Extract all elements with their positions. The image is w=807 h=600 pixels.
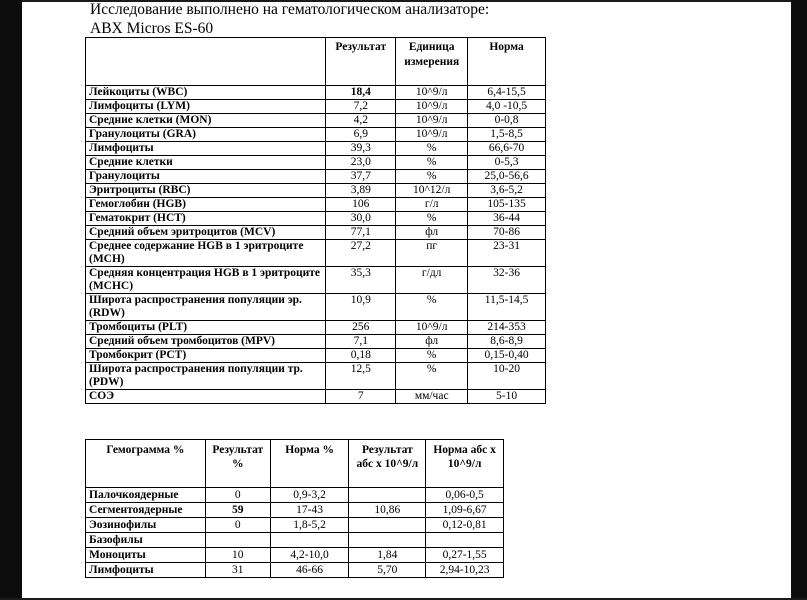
table-row <box>86 321 546 335</box>
table-row <box>86 240 546 267</box>
table-row <box>86 226 546 240</box>
table-row <box>86 294 546 321</box>
row-result-cell: 106 <box>326 198 396 212</box>
row-result-cell: 7,2 <box>326 100 396 114</box>
row-result-cell: 39,3 <box>326 142 396 156</box>
table-row <box>86 533 504 548</box>
row-result-cell: 3,89 <box>326 184 396 198</box>
header-cell-name: Гемограмма % <box>86 440 206 488</box>
row-result-cell: 37,7 <box>326 170 396 184</box>
row-norm-abs-cell: 1,09-6,67 <box>426 503 504 518</box>
row-result-cell: 30,0 <box>326 212 396 226</box>
table-row <box>86 128 546 142</box>
row-unit-cell: фл <box>396 335 468 349</box>
table-row <box>86 488 504 503</box>
header-cell-result-abs: Результат абс x 10^9/л <box>349 440 426 488</box>
row-result-cell: 35,3 <box>326 267 396 294</box>
row-unit-cell: % <box>396 212 468 226</box>
row-name-cell: Гранулоциты (GRA) <box>86 128 326 142</box>
row-name-cell: Лимфоциты <box>86 563 206 578</box>
row-norm-cell: 0,9-3,2 <box>270 488 349 503</box>
table-row <box>86 335 546 349</box>
row-result-cell <box>205 533 270 548</box>
row-norm-cell: 105-135 <box>468 198 546 212</box>
header-cell-norm: Норма <box>468 38 546 86</box>
row-unit-cell: 10^9/л <box>396 321 468 335</box>
row-result-cell: 256 <box>326 321 396 335</box>
table-row <box>86 184 546 198</box>
row-name-cell: Лейкоциты (WBC) <box>86 86 326 100</box>
row-name-cell: Тромбоциты (PLT) <box>86 321 326 335</box>
table-row <box>86 363 546 390</box>
row-result-cell: 31 <box>205 563 270 578</box>
table-row <box>86 267 546 294</box>
row-result-abs-cell <box>349 518 426 533</box>
table-row <box>86 100 546 114</box>
table-row <box>86 212 546 226</box>
header-cell-norm-abs: Норма абс x 10^9/л <box>426 440 504 488</box>
header-cell-name <box>86 38 326 86</box>
row-result-abs-cell: 1,84 <box>349 548 426 563</box>
row-name-cell: Гемоглобин (HGB) <box>86 198 326 212</box>
row-norm-cell <box>270 533 349 548</box>
row-result-cell: 12,5 <box>326 363 396 390</box>
row-norm-cell: 5-10 <box>468 390 546 404</box>
row-result-cell: 6,9 <box>326 128 396 142</box>
row-unit-cell: мм/час <box>396 390 468 404</box>
row-norm-cell: 23-31 <box>468 240 546 267</box>
row-name-cell: Средний объем эритроцитов (MCV) <box>86 226 326 240</box>
row-result-cell: 7 <box>326 390 396 404</box>
row-result-cell: 0 <box>205 518 270 533</box>
table-row <box>86 563 504 578</box>
row-name-cell: Средняя концентрация HGB в 1 эритроците (MCHC) <box>86 267 326 294</box>
row-norm-cell: 4,0 -10,5 <box>468 100 546 114</box>
row-norm-abs-cell <box>426 533 504 548</box>
row-unit-cell: 10^9/л <box>396 100 468 114</box>
row-name-cell: Палочкоядерные <box>86 488 206 503</box>
row-norm-cell: 25,0-56,6 <box>468 170 546 184</box>
row-norm-cell: 214-353 <box>468 321 546 335</box>
hemogram-table <box>85 439 504 578</box>
row-norm-cell: 10-20 <box>468 363 546 390</box>
hemogram-table-body <box>86 488 504 578</box>
row-result-cell: 0,18 <box>326 349 396 363</box>
row-norm-cell: 8,6-8,9 <box>468 335 546 349</box>
row-result-abs-cell <box>349 488 426 503</box>
row-unit-cell: % <box>396 349 468 363</box>
table-row <box>86 390 546 404</box>
row-result-abs-cell <box>349 533 426 548</box>
row-unit-cell: % <box>396 294 468 321</box>
row-name-cell: Эозинофилы <box>86 518 206 533</box>
row-unit-cell: % <box>396 156 468 170</box>
row-name-cell: Гранулоциты <box>86 170 326 184</box>
row-norm-cell: 0,15-0,40 <box>468 349 546 363</box>
row-norm-cell: 46-66 <box>270 563 349 578</box>
row-norm-cell: 6,4-15,5 <box>468 86 546 100</box>
header-cell-norm: Норма % <box>270 440 349 488</box>
row-norm-cell: 17-43 <box>270 503 349 518</box>
row-unit-cell: 10^9/л <box>396 128 468 142</box>
table-header-row <box>86 440 504 488</box>
blood-test-table <box>85 37 546 404</box>
row-norm-abs-cell: 0,06-0,5 <box>426 488 504 503</box>
table-row <box>86 548 504 563</box>
table-row <box>86 86 546 100</box>
table-row <box>86 518 504 533</box>
row-result-abs-cell: 10,86 <box>349 503 426 518</box>
table-row <box>86 503 504 518</box>
row-norm-cell: 4,2-10,0 <box>270 548 349 563</box>
row-norm-abs-cell: 2,94-10,23 <box>426 563 504 578</box>
row-result-cell: 4,2 <box>326 114 396 128</box>
document-heading: Исследование выполнено на гематологическом анализаторе: <box>90 1 490 18</box>
row-name-cell: Лимфоциты (LYM) <box>86 100 326 114</box>
row-unit-cell: 10^9/л <box>396 86 468 100</box>
row-result-cell: 18,4 <box>326 86 396 100</box>
table-header-row <box>86 38 546 86</box>
row-norm-abs-cell: 0,27-1,55 <box>426 548 504 563</box>
row-result-cell: 23,0 <box>326 156 396 170</box>
row-norm-cell: 0-0,8 <box>468 114 546 128</box>
blood-test-table-body <box>86 86 546 404</box>
row-name-cell: Лимфоциты <box>86 142 326 156</box>
row-result-cell: 77,1 <box>326 226 396 240</box>
row-name-cell: Гематокрит (HCT) <box>86 212 326 226</box>
table-row <box>86 156 546 170</box>
row-unit-cell: % <box>396 142 468 156</box>
table-row <box>86 198 546 212</box>
row-unit-cell: г/дл <box>396 267 468 294</box>
row-norm-cell: 1,8-5,2 <box>270 518 349 533</box>
row-norm-cell: 3,6-5,2 <box>468 184 546 198</box>
row-name-cell: Средний объем тромбоцитов (MPV) <box>86 335 326 349</box>
row-norm-cell: 36-44 <box>468 212 546 226</box>
header-cell-result: Результат % <box>205 440 270 488</box>
row-name-cell: СОЭ <box>86 390 326 404</box>
frame-left-edge <box>0 0 22 600</box>
row-name-cell: Средние клетки (MON) <box>86 114 326 128</box>
row-name-cell: Моноциты <box>86 548 206 563</box>
row-result-cell: 10,9 <box>326 294 396 321</box>
header-cell-unit: Единица измерения <box>396 38 468 86</box>
row-result-abs-cell: 5,70 <box>349 563 426 578</box>
frame-right-edge <box>791 0 807 600</box>
analyzer-name: ABX Micros ES-60 <box>90 20 214 37</box>
row-unit-cell: 10^12/л <box>396 184 468 198</box>
row-result-cell: 10 <box>205 548 270 563</box>
row-norm-cell: 66,6-70 <box>468 142 546 156</box>
row-norm-abs-cell: 0,12-0,81 <box>426 518 504 533</box>
row-unit-cell: 10^9/л <box>396 114 468 128</box>
table-row <box>86 170 546 184</box>
row-norm-cell: 0-5,3 <box>468 156 546 170</box>
row-result-cell: 27,2 <box>326 240 396 267</box>
row-norm-cell: 70-86 <box>468 226 546 240</box>
row-unit-cell: пг <box>396 240 468 267</box>
row-name-cell: Тромбокрит (PCT) <box>86 349 326 363</box>
row-result-cell: 59 <box>205 503 270 518</box>
row-name-cell: Широта распространения популяции тр. (PDW) <box>86 363 326 390</box>
row-name-cell: Среднее содержание HGB в 1 эритроците (MCH) <box>86 240 326 267</box>
row-norm-cell: 1,5-8,5 <box>468 128 546 142</box>
table-row <box>86 114 546 128</box>
row-result-cell: 7,1 <box>326 335 396 349</box>
row-unit-cell: % <box>396 363 468 390</box>
row-name-cell: Широта распространения популяции эр. (RDW) <box>86 294 326 321</box>
table-row <box>86 349 546 363</box>
row-result-cell: 0 <box>205 488 270 503</box>
row-unit-cell: г/л <box>396 198 468 212</box>
table-row <box>86 142 546 156</box>
row-name-cell: Средние клетки <box>86 156 326 170</box>
row-norm-cell: 11,5-14,5 <box>468 294 546 321</box>
row-unit-cell: фл <box>396 226 468 240</box>
row-name-cell: Эритроциты (RBC) <box>86 184 326 198</box>
header-cell-result: Результат <box>326 38 396 86</box>
row-name-cell: Сегментоядерные <box>86 503 206 518</box>
row-norm-cell: 32-36 <box>468 267 546 294</box>
row-name-cell: Базофилы <box>86 533 206 548</box>
row-unit-cell: % <box>396 170 468 184</box>
